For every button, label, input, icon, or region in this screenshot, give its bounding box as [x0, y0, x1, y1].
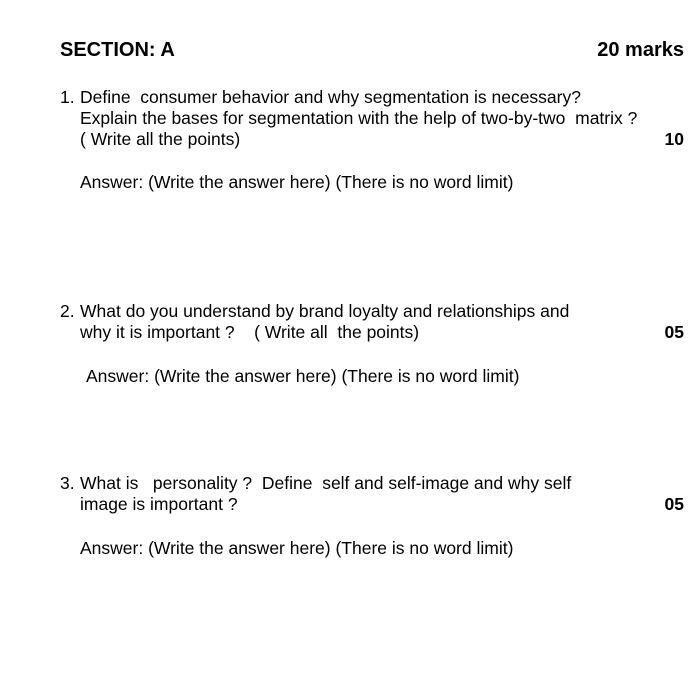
question-text-line: ( Write all the points) — [80, 129, 241, 149]
section-title: SECTION: A — [60, 39, 175, 61]
question-text-line: What is personality ? Define self and self-image and why self — [80, 473, 572, 493]
question-number: 1. — [60, 87, 75, 107]
section-marks: 20 marks — [597, 39, 684, 61]
question-text-line: Define consumer behavior and why segmentation is necessary? — [80, 87, 581, 107]
answer-prompt: Answer: (Write the answer here) (There is no word limit) — [86, 366, 520, 386]
question-text-line: image is important ? — [80, 494, 238, 514]
question-marks: 05 — [664, 322, 684, 342]
answer-prompt: Answer: (Write the answer here) (There is no word limit) — [80, 172, 514, 192]
answer-prompt: Answer: (Write the answer here) (There is no word limit) — [80, 538, 514, 558]
question-number: 2. — [60, 301, 75, 321]
question-marks: 10 — [664, 129, 684, 149]
question-text-line: why it is important ? ( Write all the points) — [80, 322, 420, 342]
question-number: 3. — [60, 473, 75, 493]
question-marks: 05 — [664, 494, 684, 514]
question-text-line: What do you understand by brand loyalty and relationships and — [80, 301, 570, 321]
question-text-line: Explain the bases for segmentation with the help of two-by-two matrix ? — [80, 108, 638, 128]
